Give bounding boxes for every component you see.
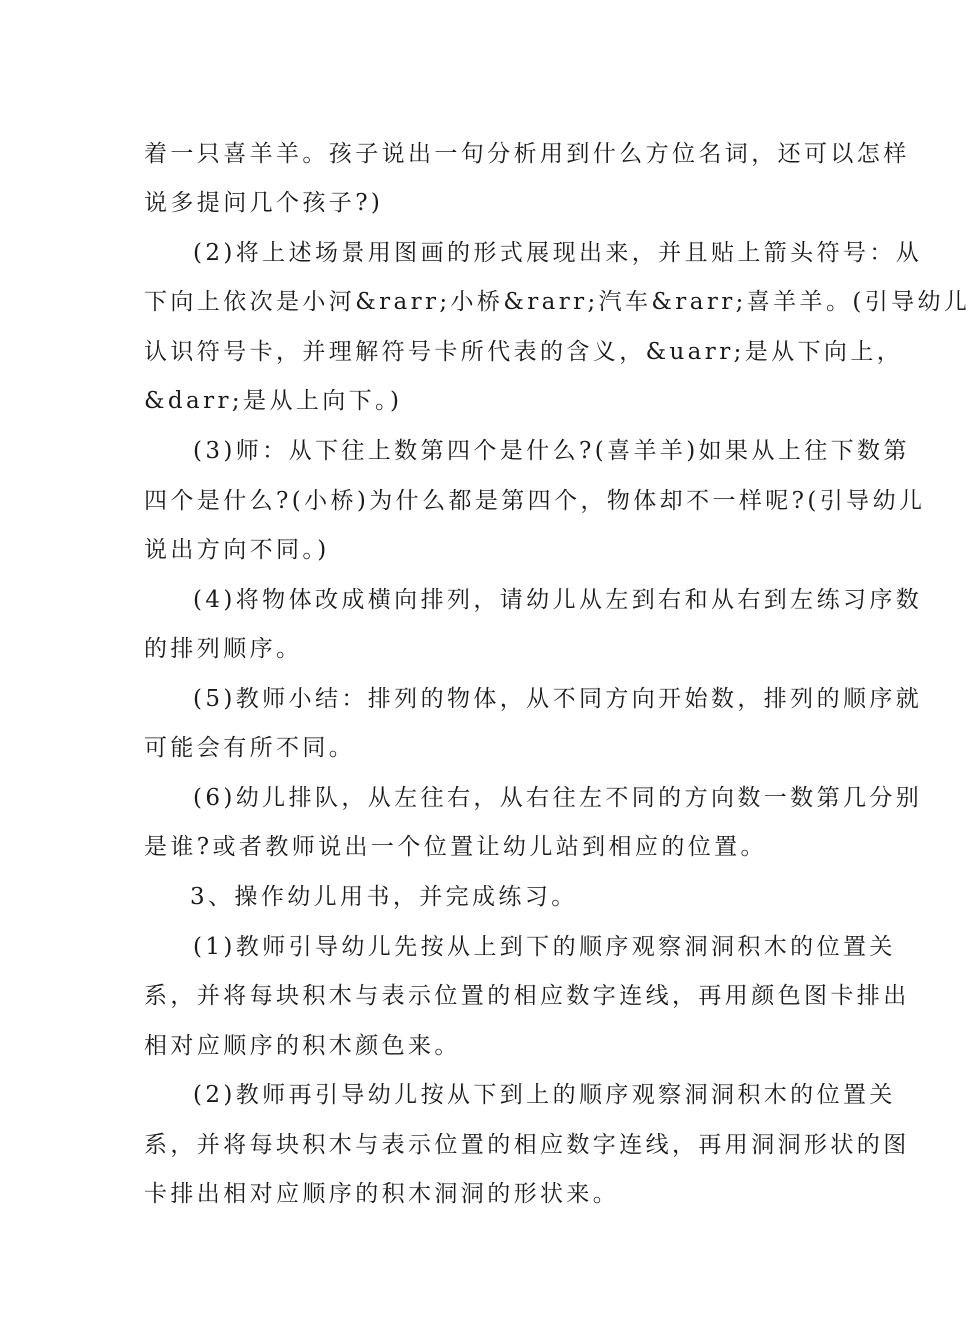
text-line: 可能会有所不同。 (144, 735, 356, 761)
text-line: &darr;是从上向下。) (144, 388, 403, 414)
text-line: 相对应顺序的积木颜色来。 (144, 1033, 461, 1059)
text-line: 下向上依次是小河&rarr;小桥&rarr;汽车&rarr;喜羊羊。(引导幼儿 (144, 289, 970, 315)
text-line: (3)师：从下往上数第四个是什么?(喜羊羊)如果从上往下数第 (193, 438, 910, 464)
text-line: 的排列顺序。 (144, 636, 303, 662)
text-line: (6)幼儿排队，从左往右，从右往左不同的方向数一数第几分别 (193, 785, 923, 811)
text-line: 认识符号卡，并理解符号卡所代表的含义，&uarr;是从下向上， (144, 339, 904, 365)
text-line: 说多提问几个孩子?) (144, 190, 384, 216)
text-line: 着一只喜羊羊。孩子说出一句分析用到什么方位名词，还可以怎样 (144, 141, 910, 167)
text-line: 系，并将每块积木与表示位置的相应数字连线，再用洞洞形状的图 (144, 1132, 910, 1158)
text-line: 系，并将每块积木与表示位置的相应数字连线，再用颜色图卡排出 (144, 983, 910, 1009)
text-line: (5)教师小结：排列的物体，从不同方向开始数，排列的顺序就 (193, 686, 923, 712)
text-line: 说出方向不同。) (144, 537, 330, 563)
text-line: (2)将上述场景用图画的形式展现出来，并且贴上箭头符号：从 (193, 240, 923, 266)
text-line: (1)教师引导幼儿先按从上到下的顺序观察洞洞积木的位置关 (193, 934, 896, 960)
text-line: 四个是什么?(小桥)为什么都是第四个，物体却不一样呢?(引导幼儿 (144, 488, 926, 514)
text-line: 3、操作幼儿用书，并完成练习。 (190, 884, 578, 910)
text-line: (4)将物体改成横向排列，请幼儿从左到右和从右到左练习序数 (193, 587, 923, 613)
text-line: (2)教师再引导幼儿按从下到上的顺序观察洞洞积木的位置关 (193, 1082, 896, 1108)
text-line: 卡排出相对应顺序的积木洞洞的形状来。 (144, 1181, 620, 1207)
text-line: 是谁?或者教师说出一个位置让幼儿站到相应的位置。 (144, 834, 767, 860)
